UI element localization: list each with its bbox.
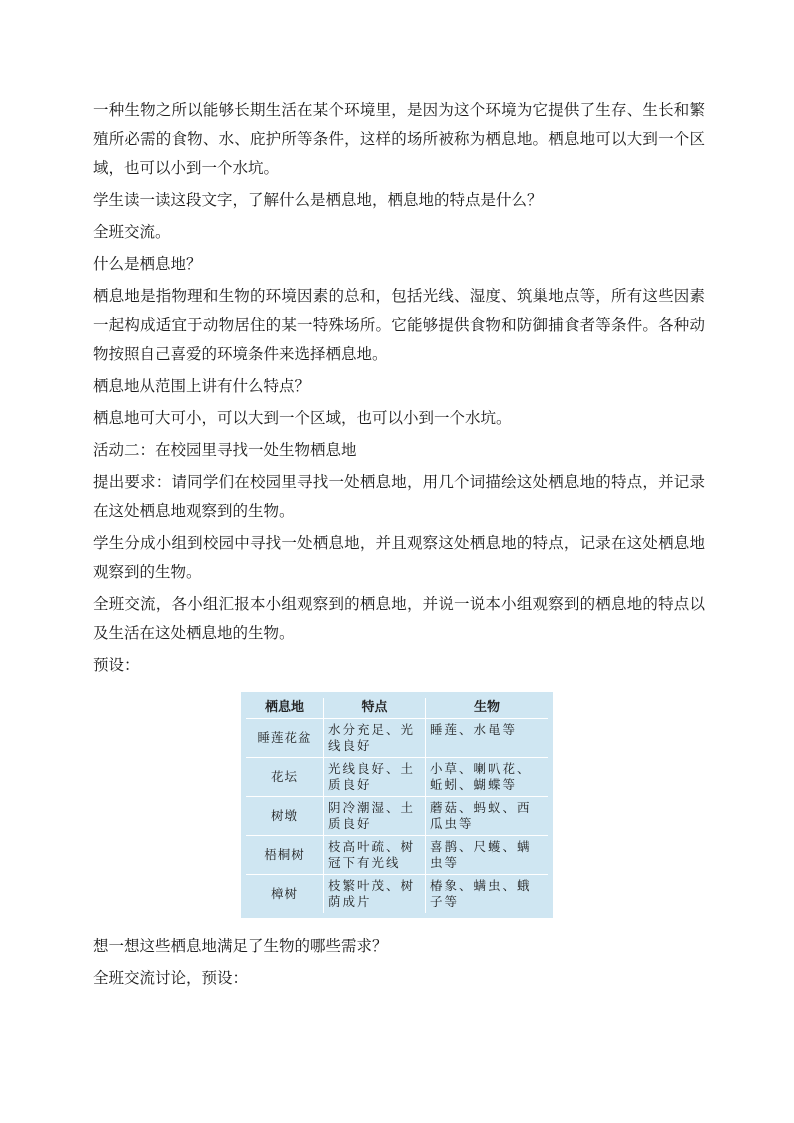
table-cell-organisms: 睡莲、水黾等 [426, 719, 548, 758]
table-row [246, 758, 548, 797]
habitat-table [246, 698, 548, 913]
table-cell-organisms: 喜鹊、尺蠖、螨虫等 [426, 836, 548, 875]
paragraph-class-discussion: 全班交流。 [93, 223, 171, 241]
table-cell-place: 睡莲花盆 [246, 719, 324, 758]
document-body [93, 96, 705, 996]
paragraph-preset-label: 预设： [93, 656, 140, 674]
paragraph-activity-two-heading: 活动二：在校园里寻找一处生物栖息地 [93, 441, 357, 459]
table-header-organisms: 生物 [426, 698, 548, 719]
table-row [246, 836, 548, 875]
table-cell-place: 梧桐树 [246, 836, 324, 875]
table-cell-organisms: 小草、喇叭花、蚯蚓、蝴蝶等 [426, 758, 548, 797]
paragraph-question-what-is-habitat: 什么是栖息地？ [93, 255, 202, 273]
paragraph-habitat-explanation: 栖息地是指物理和生物的环境因素的总和，包括光线、湿度、筑巢地点等，所有这些因素一起构成适宜于动物居住的某一特殊场所。它能够提供食物和防御捕食者等条件。各种动物按照自己喜爱的环境条件来选择栖息地。 [93, 287, 705, 363]
table-cell-feature: 水分充足、光线良好 [324, 719, 426, 758]
table-header-feature: 特点 [324, 698, 426, 719]
paragraph-discussion-preset: 全班交流讨论，预设： [93, 969, 249, 987]
table-header-row [246, 698, 548, 719]
table-row [246, 797, 548, 836]
table-cell-place: 樟树 [246, 875, 324, 914]
table-cell-place: 花坛 [246, 758, 324, 797]
paragraph-needs-question: 想一想这些栖息地满足了生物的哪些需求？ [93, 937, 388, 955]
paragraph-range-answer: 栖息地可大可小，可以大到一个区域，也可以小到一个水坑。 [93, 409, 512, 427]
paragraph-class-report: 全班交流，各小组汇报本小组观察到的栖息地，并说一说本小组观察到的栖息地的特点以及生活在这处栖息地的生物。 [93, 595, 705, 642]
table-row [246, 719, 548, 758]
habitat-table-figure [241, 692, 553, 918]
table-cell-place: 树墩 [246, 797, 324, 836]
paragraph-requirement: 提出要求：请同学们在校园里寻找一处栖息地，用几个词描绘这处栖息地的特点，并记录在这处栖息地观察到的生物。 [93, 473, 705, 520]
table-header-habitat: 栖息地 [246, 698, 324, 719]
table-cell-organisms: 蘑菇、蚂蚁、西瓜虫等 [426, 797, 548, 836]
table-cell-feature: 阴冷潮湿、土质良好 [324, 797, 426, 836]
paragraph-habitat-definition: 一种生物之所以能够长期生活在某个环境里，是因为这个环境为它提供了生存、生长和繁殖所必需的食物、水、庇护所等条件，这样的场所被称为栖息地。栖息地可以大到一个区域，也可以小到一个水坑。 [93, 101, 705, 177]
paragraph-group-task: 学生分成小组到校园中寻找一处栖息地，并且观察这处栖息地的特点，记录在这处栖息地观察到的生物。 [93, 534, 705, 581]
table-cell-organisms: 椿象、螨虫、蛾子等 [426, 875, 548, 914]
table-cell-feature: 枝繁叶茂、树荫成片 [324, 875, 426, 914]
paragraph-question-range: 栖息地从范围上讲有什么特点？ [93, 377, 311, 395]
table-cell-feature: 光线良好、土质良好 [324, 758, 426, 797]
paragraph-reading-task: 学生读一读这段文字，了解什么是栖息地，栖息地的特点是什么？ [93, 191, 543, 209]
table-row [246, 875, 548, 914]
table-cell-feature: 枝高叶疏、树冠下有光线 [324, 836, 426, 875]
